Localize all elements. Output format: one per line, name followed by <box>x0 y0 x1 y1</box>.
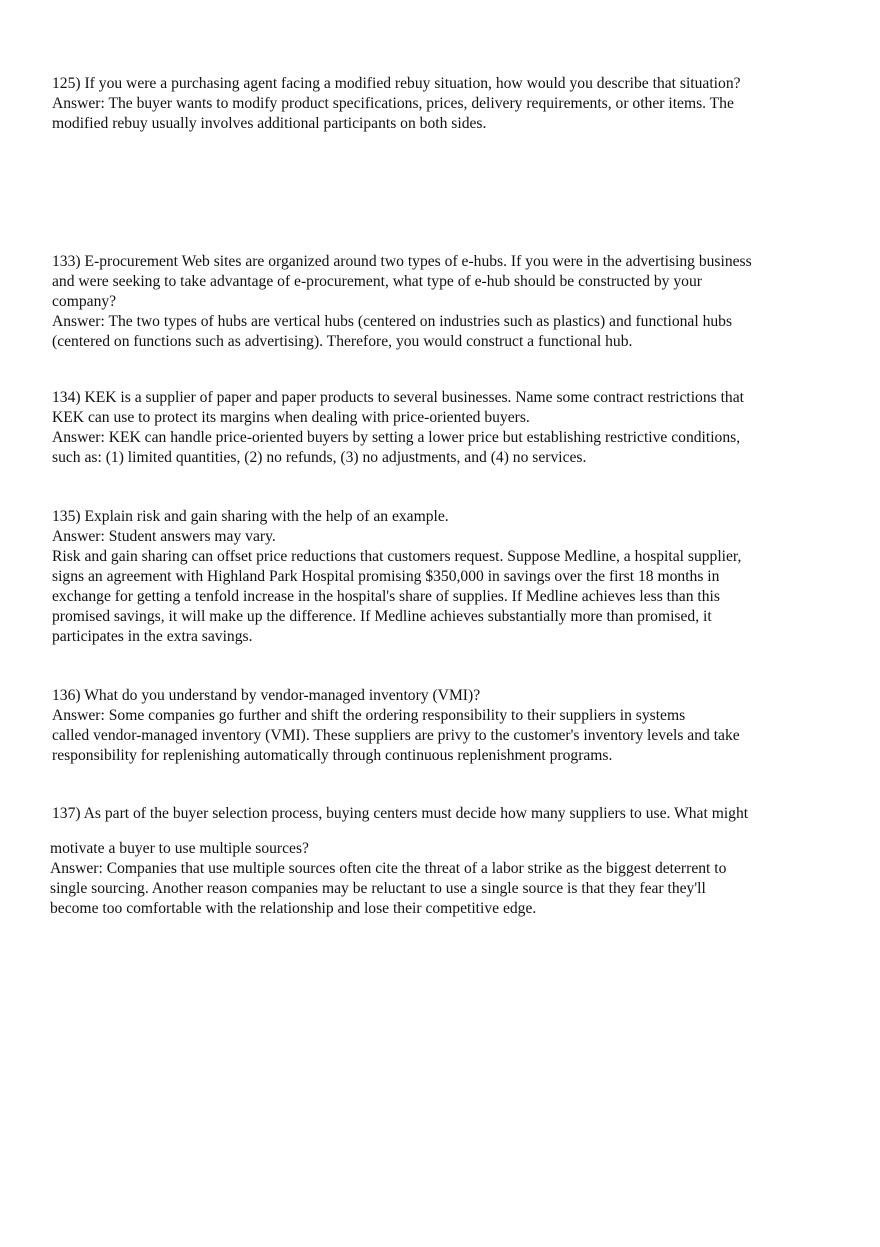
question-text: 136) What do you understand by vendor-managed inventory (VMI)? <box>52 687 481 704</box>
question-text: motivate a buyer to use multiple sources? <box>50 840 309 857</box>
question-text: 135) Explain risk and gain sharing with the help of an example. <box>52 508 449 525</box>
answer-text: Answer: Companies that use multiple sources often cite the threat of a labor strike as the biggest deterrent to <box>50 860 727 877</box>
answer-text: modified rebuy usually involves additional participants on both sides. <box>52 115 487 132</box>
answer-text: become too comfortable with the relationship and lose their competitive edge. <box>50 900 537 917</box>
question-text: 133) E-procurement Web sites are organized around two types of e-hubs. If you were in the advertising business <box>52 253 752 270</box>
answer-text: such as: (1) limited quantities, (2) no refunds, (3) no adjustments, and (4) no services. <box>52 449 587 466</box>
answer-text: promised savings, it will make up the difference. If Medline achieves substantially more than promised, it <box>52 608 712 625</box>
answer-text: (centered on functions such as advertising). Therefore, you would construct a functional hub. <box>52 333 633 350</box>
answer-text: Answer: The two types of hubs are vertical hubs (centered on industries such as plastics) and functional hubs <box>52 313 733 330</box>
question-125 <box>52 74 842 134</box>
answer-text: Answer: Some companies go further and shift the ordering responsibility to their suppliers in systems <box>52 707 686 724</box>
answer-text: exchange for getting a tenfold increase in the hospital's share of supplies. If Medline achieves less than this <box>52 588 720 605</box>
answer-text: Answer: The buyer wants to modify product specifications, prices, delivery requirements, or other items. The <box>52 95 734 112</box>
question-text: company? <box>52 293 117 310</box>
answer-text: signs an agreement with Highland Park Hospital promising $350,000 in savings over the first 18 months in <box>52 568 720 585</box>
question-137 <box>52 804 842 824</box>
question-136 <box>52 686 842 766</box>
question-text: KEK can use to protect its margins when dealing with price-oriented buyers. <box>52 409 530 426</box>
answer-text: Answer: Student answers may vary. <box>52 528 276 545</box>
answer-text: called vendor-managed inventory (VMI). These suppliers are privy to the customer's inventory levels and take <box>52 727 740 744</box>
answer-text: participates in the extra savings. <box>52 628 253 645</box>
answer-text: single sourcing. Another reason companies may be reluctant to use a single source is that they fear they'll <box>50 880 706 897</box>
question-134 <box>52 388 842 468</box>
question-135 <box>52 507 842 647</box>
question-text: 125) If you were a purchasing agent facing a modified rebuy situation, how would you describe that situation? <box>52 75 741 92</box>
answer-text: Risk and gain sharing can offset price reductions that customers request. Suppose Medline, a hospital supplier, <box>52 548 742 565</box>
question-text: and were seeking to take advantage of e-procurement, what type of e-hub should be constructed by your <box>52 273 702 290</box>
answer-text: Answer: KEK can handle price-oriented buyers by setting a lower price but establishing restrictive conditions, <box>52 429 741 446</box>
question-133 <box>52 252 842 352</box>
question-text: 137) As part of the buyer selection process, buying centers must decide how many suppliers to use. What might <box>52 805 749 822</box>
question-text: 134) KEK is a supplier of paper and paper products to several businesses. Name some contract restrictions that <box>52 389 744 406</box>
answer-text: responsibility for replenishing automatically through continuous replenishment programs. <box>52 747 613 764</box>
question-137-continued <box>50 839 840 919</box>
